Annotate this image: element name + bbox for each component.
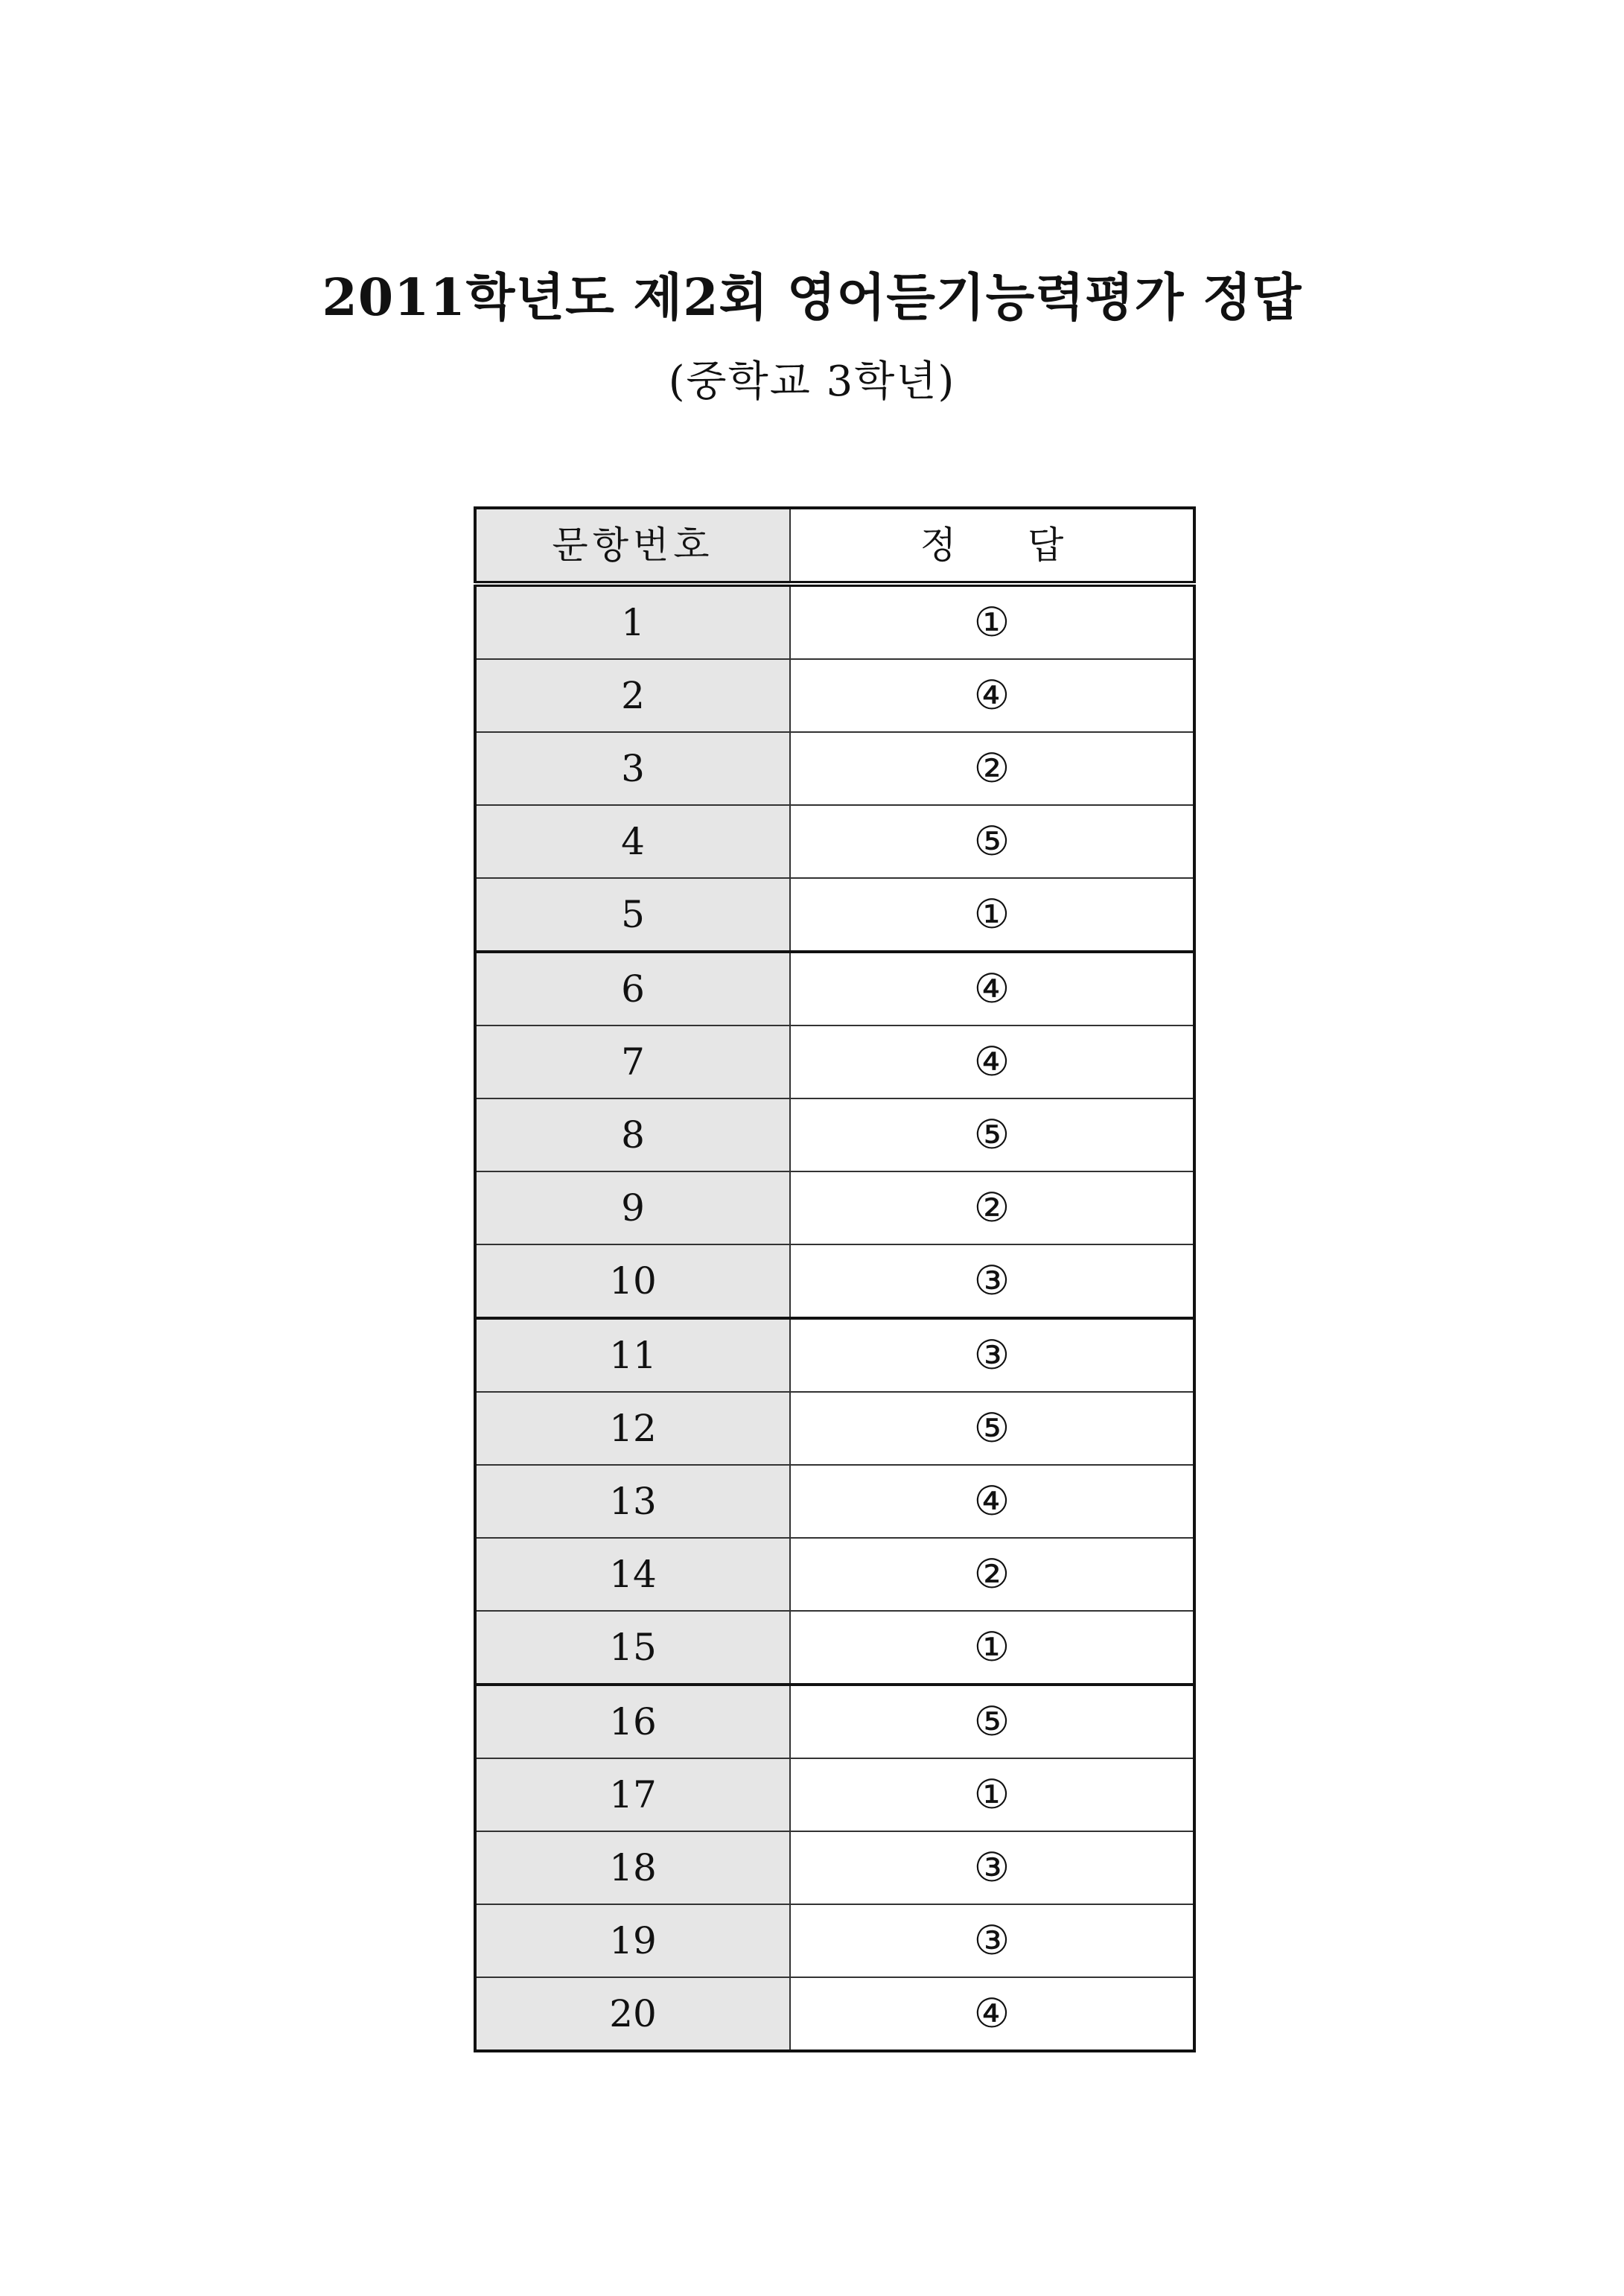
- table-row: [475, 1244, 1194, 1318]
- question-number: 9: [475, 1171, 790, 1244]
- table-row: [475, 1831, 1194, 1904]
- question-number: 15: [475, 1611, 790, 1685]
- question-number: 8: [475, 1098, 790, 1171]
- header-answer: 정 답: [790, 508, 1194, 584]
- question-number: 12: [475, 1392, 790, 1465]
- question-number: 2: [475, 659, 790, 732]
- answer-value: ②: [790, 1171, 1194, 1244]
- answer-table: [474, 506, 1196, 2052]
- question-number: 5: [475, 878, 790, 952]
- table-row: [475, 1318, 1194, 1392]
- table-row: [475, 1392, 1194, 1465]
- answer-value: ①: [790, 584, 1194, 659]
- table-row: [475, 1977, 1194, 2051]
- answer-value: ②: [790, 1538, 1194, 1611]
- question-number: 6: [475, 952, 790, 1025]
- answer-value: ①: [790, 1758, 1194, 1831]
- answer-value: ④: [790, 1465, 1194, 1538]
- answer-value: ③: [790, 1318, 1194, 1392]
- answer-value: ①: [790, 878, 1194, 952]
- table-row: [475, 732, 1194, 805]
- question-number: 16: [475, 1685, 790, 1758]
- question-number: 18: [475, 1831, 790, 1904]
- question-number: 20: [475, 1977, 790, 2051]
- answer-value: ④: [790, 1977, 1194, 2051]
- answer-value: ③: [790, 1831, 1194, 1904]
- answer-value: ①: [790, 1611, 1194, 1685]
- table-row: [475, 1025, 1194, 1098]
- question-number: 17: [475, 1758, 790, 1831]
- answer-value: ⑤: [790, 805, 1194, 878]
- question-number: 3: [475, 732, 790, 805]
- answer-value: ②: [790, 732, 1194, 805]
- question-number: 4: [475, 805, 790, 878]
- answer-value: ④: [790, 1025, 1194, 1098]
- table-row: [475, 1098, 1194, 1171]
- table-row: [475, 584, 1194, 659]
- question-number: 13: [475, 1465, 790, 1538]
- table-row: [475, 878, 1194, 952]
- table-row: [475, 952, 1194, 1025]
- table-row: [475, 805, 1194, 878]
- question-number: 10: [475, 1244, 790, 1318]
- answer-value: ⑤: [790, 1392, 1194, 1465]
- question-number: 7: [475, 1025, 790, 1098]
- table-row: [475, 1685, 1194, 1758]
- table-row: [475, 659, 1194, 732]
- question-number: 11: [475, 1318, 790, 1392]
- table-row: [475, 1171, 1194, 1244]
- table-row: [475, 1611, 1194, 1685]
- question-number: 1: [475, 584, 790, 659]
- answer-value: ③: [790, 1244, 1194, 1318]
- answer-value: ③: [790, 1904, 1194, 1977]
- question-number: 19: [475, 1904, 790, 1977]
- page-subtitle: (중학교 3학년): [668, 357, 956, 406]
- table-row: [475, 1538, 1194, 1611]
- page-title: 2011학년도 제2회 영어듣기능력평가 정답: [322, 268, 1302, 328]
- answer-value: ⑤: [790, 1098, 1194, 1171]
- table-row: [475, 1758, 1194, 1831]
- table-row: [475, 1904, 1194, 1977]
- table-header-row: [475, 508, 1194, 584]
- table-row: [475, 1465, 1194, 1538]
- answer-value: ④: [790, 952, 1194, 1025]
- answer-value: ④: [790, 659, 1194, 732]
- answer-value: ⑤: [790, 1685, 1194, 1758]
- header-question-number: 문항번호: [475, 508, 790, 584]
- question-number: 14: [475, 1538, 790, 1611]
